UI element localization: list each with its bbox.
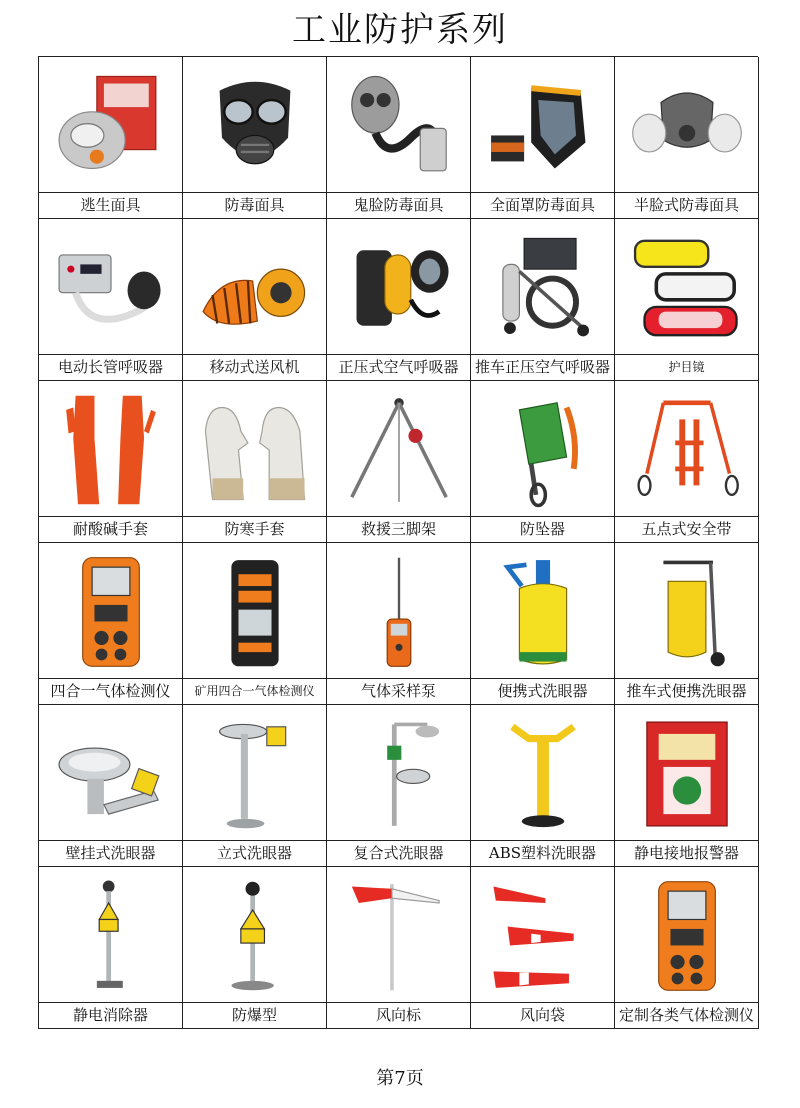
product-cell	[39, 381, 183, 543]
product-label: 救援三脚架	[327, 516, 470, 542]
acid-resistant-gloves-icon	[42, 384, 179, 515]
product-label: 全面罩防毒面具	[471, 192, 614, 218]
product-label: 移动式送风机	[183, 354, 326, 380]
product-label: ABS塑料洗眼器	[471, 840, 614, 866]
product-label: 立式洗眼器	[183, 840, 326, 866]
product-label: 定制各类气体检测仪	[615, 1002, 758, 1028]
fall-arrester-icon	[474, 384, 611, 515]
product-label: 矿用四合一气体检测仪	[183, 678, 326, 704]
page-title: 工业防护系列	[292, 10, 508, 50]
product-cell	[39, 543, 183, 705]
product-cell	[39, 57, 183, 219]
explosion-proof-eliminator-icon	[186, 870, 323, 1001]
product-cell	[327, 57, 471, 219]
product-cell	[615, 57, 759, 219]
product-cell	[327, 867, 471, 1029]
combination-eyewash-icon	[330, 708, 467, 839]
product-label: 防坠器	[471, 516, 614, 542]
product-label: 壁挂式洗眼器	[39, 840, 182, 866]
product-label: 气体采样泵	[327, 678, 470, 704]
product-label: 复合式洗眼器	[327, 840, 470, 866]
product-label: 便携式洗眼器	[471, 678, 614, 704]
static-eliminator-icon	[42, 870, 179, 1001]
page-number: 第7页	[376, 1068, 424, 1089]
standing-eyewash-icon	[186, 708, 323, 839]
half-face-respirator-icon	[618, 60, 755, 191]
portable-eyewash-icon	[474, 546, 611, 677]
product-label: 防毒面具	[183, 192, 326, 218]
product-grid	[38, 56, 758, 1029]
product-cell	[327, 381, 471, 543]
product-cell	[183, 867, 327, 1029]
product-cell	[471, 543, 615, 705]
product-label: 半脸式防毒面具	[615, 192, 758, 218]
product-cell	[327, 219, 471, 381]
product-cell	[615, 867, 759, 1029]
product-label: 推车式便携洗眼器	[615, 678, 758, 704]
product-cell	[471, 57, 615, 219]
escape-mask-icon	[42, 60, 179, 191]
rescue-tripod-icon	[330, 384, 467, 515]
product-label: 风向袋	[471, 1002, 614, 1028]
mining-gas-detector-icon	[186, 546, 323, 677]
product-label: 防爆型	[183, 1002, 326, 1028]
product-cell	[471, 867, 615, 1029]
cart-scba-icon	[474, 222, 611, 353]
product-cell	[183, 219, 327, 381]
safety-harness-icon	[618, 384, 755, 515]
product-cell	[327, 543, 471, 705]
product-cell	[471, 705, 615, 867]
cart-eyewash-icon	[618, 546, 755, 677]
product-cell	[471, 381, 615, 543]
product-label: 防寒手套	[183, 516, 326, 542]
product-label: 四合一气体检测仪	[39, 678, 182, 704]
product-cell	[615, 219, 759, 381]
product-cell	[327, 705, 471, 867]
product-cell	[615, 705, 759, 867]
product-cell	[615, 543, 759, 705]
windsock-pole-icon	[330, 870, 467, 1001]
powered-airline-respirator-icon	[42, 222, 179, 353]
product-label: 风向标	[327, 1002, 470, 1028]
product-cell	[39, 867, 183, 1029]
product-cell	[39, 219, 183, 381]
custom-gas-detector-icon	[618, 870, 755, 1001]
product-cell	[471, 219, 615, 381]
cold-proof-gloves-icon	[186, 384, 323, 515]
product-cell	[183, 381, 327, 543]
product-label: 鬼脸防毒面具	[327, 192, 470, 218]
abs-eyewash-icon	[474, 708, 611, 839]
product-cell	[183, 57, 327, 219]
product-label: 静电消除器	[39, 1002, 182, 1028]
product-cell	[183, 543, 327, 705]
product-label: 静电接地报警器	[615, 840, 758, 866]
product-label: 推车正压空气呼吸器	[471, 354, 614, 380]
product-label: 五点式安全带	[615, 516, 758, 542]
wall-eyewash-icon	[42, 708, 179, 839]
product-cell	[183, 705, 327, 867]
product-cell	[39, 705, 183, 867]
scba-icon	[330, 222, 467, 353]
gas-mask-icon	[186, 60, 323, 191]
gas-detector-icon	[42, 546, 179, 677]
product-cell	[615, 381, 759, 543]
hose-gas-mask-icon	[330, 60, 467, 191]
full-face-mask-icon	[474, 60, 611, 191]
product-label: 电动长管呼吸器	[39, 354, 182, 380]
windsocks-icon	[474, 870, 611, 1001]
product-label: 耐酸碱手套	[39, 516, 182, 542]
product-label: 护目镜	[615, 354, 758, 380]
gas-sampling-pump-icon	[330, 546, 467, 677]
product-label: 正压式空气呼吸器	[327, 354, 470, 380]
portable-ventilator-icon	[186, 222, 323, 353]
goggles-icon	[618, 222, 755, 353]
static-grounding-alarm-icon	[618, 708, 755, 839]
product-label: 逃生面具	[39, 192, 182, 218]
